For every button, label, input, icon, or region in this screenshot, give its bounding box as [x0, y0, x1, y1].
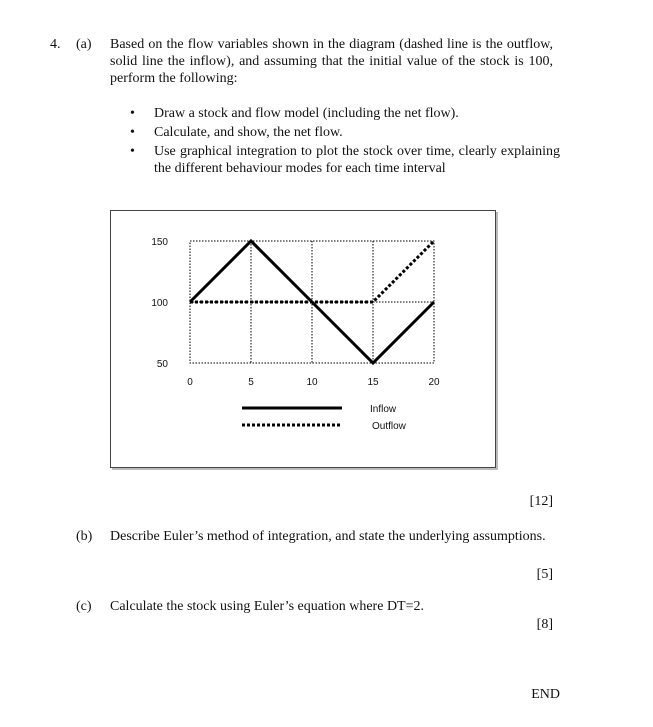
task-text: Calculate, and show, the net flow. [154, 125, 343, 140]
part-c-text: Calculate the stock using Euler’s equation where DT=2. [110, 599, 424, 614]
x-tick-label: 5 [248, 377, 254, 388]
y-tick-label: 100 [151, 298, 168, 309]
part-a-task-list [130, 105, 560, 179]
chart-legend [242, 404, 407, 432]
legend-label: Outflow [372, 421, 406, 432]
x-tick-label: 20 [428, 377, 440, 388]
part-b-marks: [5] [536, 567, 553, 582]
part-c-label: (c) [76, 599, 92, 614]
legend-label: Inflow [370, 404, 397, 415]
bullet-icon: • [130, 106, 135, 121]
task-text: Draw a stock and flow model (including the net flow). [154, 106, 459, 121]
x-tick-label: 0 [187, 377, 193, 388]
bullet-icon: • [130, 144, 135, 159]
end-marker: END [531, 687, 560, 702]
y-tick-label: 150 [151, 237, 168, 248]
part-a-intro: Based on the flow variables shown in the diagram (dashed line is the outflow, solid line the inflow), and assuming that the initial value of the stock is 100, perform the following: [110, 37, 553, 86]
task-text: Use graphical integration to plot the stock over time, clearly explaining the different behaviour modes for each time interval [154, 144, 560, 176]
bullet-icon: • [130, 125, 135, 140]
x-tick-label: 10 [306, 377, 318, 388]
part-b-text: Describe Euler’s method of integration, and state the underlying assumptions. [110, 529, 546, 544]
question-number: 4. [50, 37, 61, 52]
flow-chart-svg [111, 211, 495, 467]
task-item [130, 124, 560, 141]
part-a-marks: [12] [529, 494, 553, 509]
part-a-label: (a) [76, 37, 92, 52]
task-item [130, 143, 560, 177]
x-tick-label: 15 [367, 377, 379, 388]
part-c-marks: [8] [536, 617, 553, 632]
flow-chart [110, 210, 496, 468]
task-item [130, 105, 560, 122]
chart-tick-labels [151, 237, 440, 388]
y-tick-label: 50 [156, 359, 168, 370]
part-b-label: (b) [76, 529, 93, 544]
